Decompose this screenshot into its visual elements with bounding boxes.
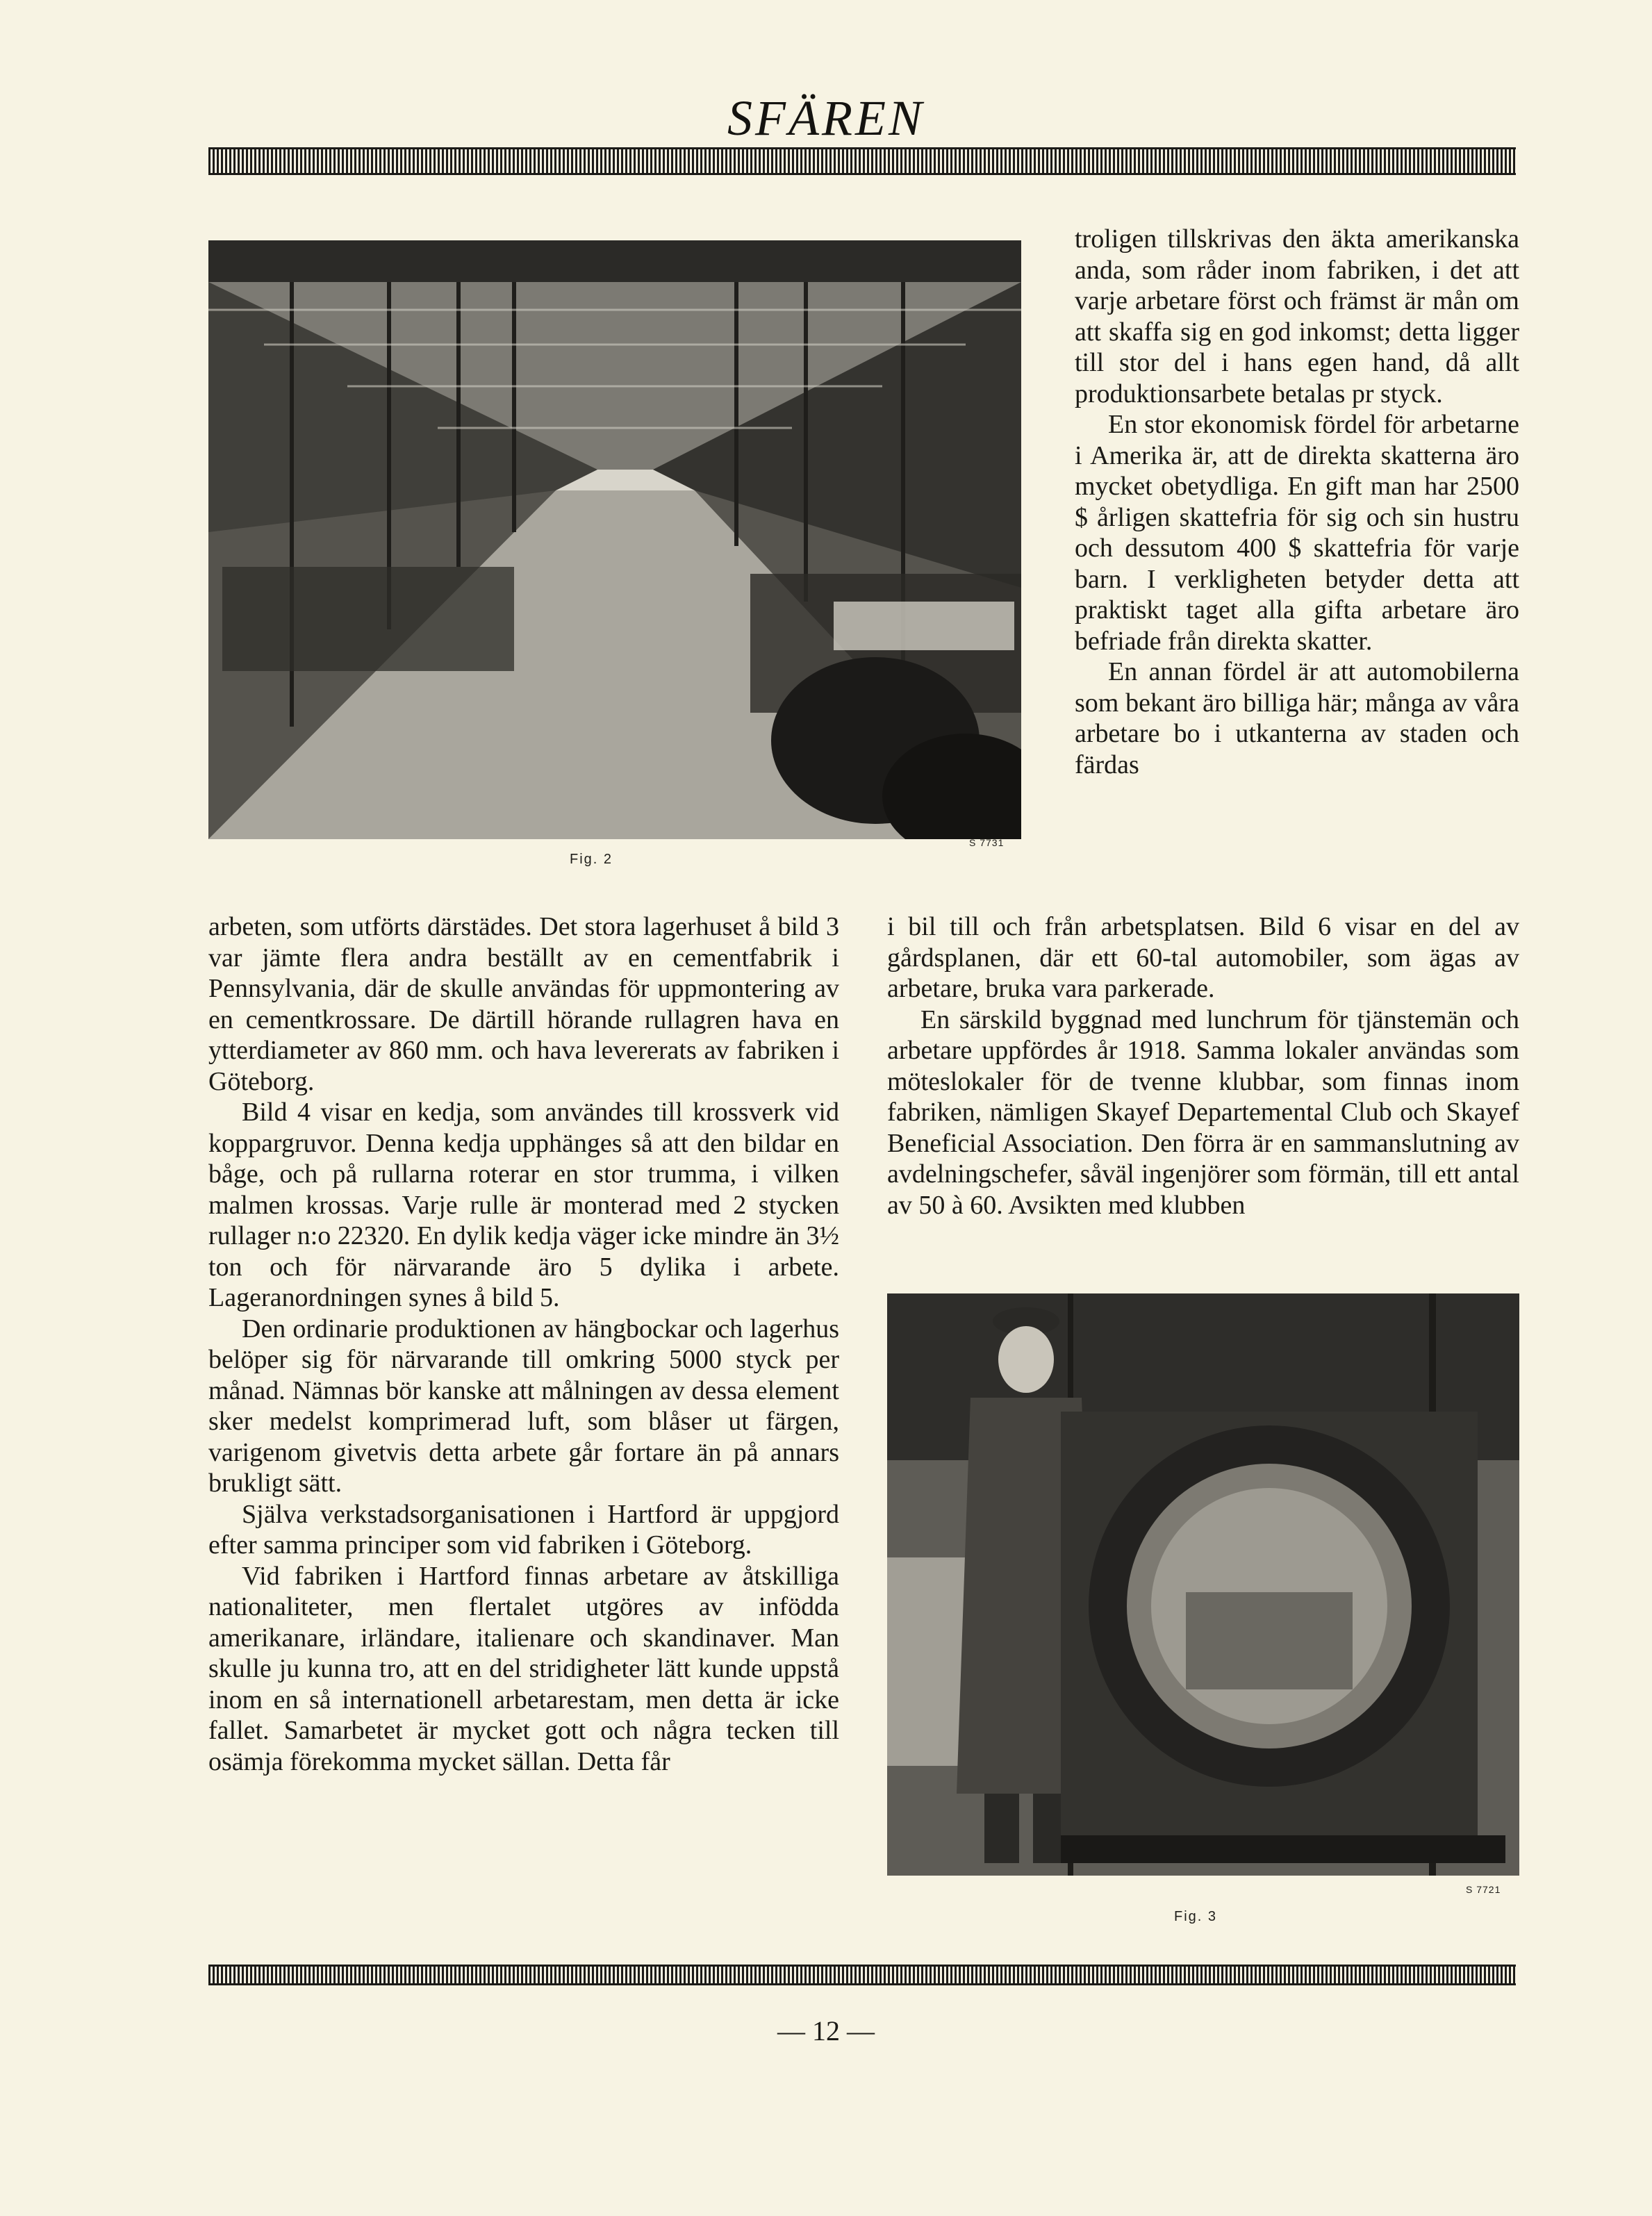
- paragraph: En stor ekonomisk fördel för arbetarne i Amerika är, att de direkta skatterna äro mycket obetydliga. En gift man har 2500 $ årligen skattefria för sig och sin hustru och dessutom 400 $ skattefria för varje barn. I verkligheten betyder detta att praktiskt taget alla gifta arbetare äro befriade från direkta skatter.: [1075, 410, 1519, 656]
- paragraph: arbeten, som utförts därstädes. Det stora lagerhuset å bild 3 var jämte flera andra beställt av en cementfabrik i Pennsylvania, där de skulle användas för uppmontering av en cementkrossare. De därtill hörande rullagren hava en ytterdiameter av 860 mm. och hava levererats av fabriken i Göteborg.: [208, 912, 839, 1096]
- paragraph: troligen tillskrivas den äkta amerikanska anda, som råder inom fabriken, i det att varje arbetare först och främst är mån om att skaffa sig en god inkomst; detta ligger till stor del i hans egen hand, då allt produktionsarbete betalas pr styck.: [1075, 224, 1519, 408]
- page-number: — 12 —: [777, 2015, 875, 2047]
- paragraph: Vid fabriken i Hartford finnas arbetare av åtskilliga nationaliteter, men flertalet utgöres av infödda amerikanare, irländare, italienare och skandinaver. Man skulle ju kunna tro, att en del stridigheter lätt kunde uppstå inom en så internationell arbetarestam, men detta är icke fallet. Samarbetet är mycket gott och några tecken till osämja förekomma mycket sällan. Detta får: [208, 1561, 839, 1776]
- figure-3-code: S 7721: [1466, 1884, 1501, 1895]
- paragraph: Den ordinarie produktionen av hängbockar och lagerhus belöper sig för närvarande till omkring 5000 styck per månad. Nämnas bör kanske att målningen av dessa element sker medelst komprimerad luft, som blåser ut färgen, varigenom givetvis detta arbete går fortare än på annars brukligt sätt.: [208, 1314, 839, 1498]
- footer-rule: [208, 1965, 1516, 1985]
- left-column: [208, 911, 839, 1777]
- figure-3-caption: Fig. 3: [1174, 1909, 1218, 1924]
- paragraph: En annan fördel är att automobilerna som bekant äro billiga här; många av våra arbetare bo i utkanterna av staden och färdas: [1075, 657, 1519, 779]
- figure-2-caption: Fig. 2: [570, 852, 613, 867]
- figure-2-photo: [208, 240, 1021, 839]
- paragraph: i bil till och från arbetsplatsen. Bild 6 visar en del av gårdsplanen, där ett 60-tal automobiler, som ägas av arbetare, bruka vara parkerade.: [887, 912, 1519, 1003]
- figure-3-photo: [887, 1293, 1519, 1876]
- paragraph: Bild 4 visar en kedja, som användes till krossverk vid koppargruvor. Denna kedja upphänges så att den bildar en båge, och på rullarna roterar en stor trumma, i vilken malmen krossas. Varje rulle är monterad med 2 stycken rullager n:o 22320. En dylik kedja väger icke mindre än 3½ ton och för närvarande äro 5 dylika i arbete. Lageranordningen synes å bild 5.: [208, 1098, 839, 1312]
- figure-2-code: S 7731: [969, 837, 1005, 848]
- right-column-bottom: [887, 911, 1519, 1221]
- right-column-top: [1075, 224, 1519, 780]
- paragraph: Själva verkstadsorganisationen i Hartford är uppgjord efter samma principer som vid fabriken i Göteborg.: [208, 1499, 839, 1560]
- paragraph: En särskild byggnad med lunchrum för tjänstemän och arbetare uppfördes år 1918. Samma lokaler användas som möteslokaler för de tvenne klubbar, som finnas inom fabriken, nämligen Skayef Departemental Club och Skayef Beneficial Association. Den förra är en sammanslutning av avdelningschefer, såväl ingenjörer som förmän, till ett antal av 50 à 60. Avsikten med klubben: [887, 1004, 1519, 1220]
- header-rule: [208, 147, 1516, 175]
- masthead-title: SFÄREN: [727, 90, 925, 146]
